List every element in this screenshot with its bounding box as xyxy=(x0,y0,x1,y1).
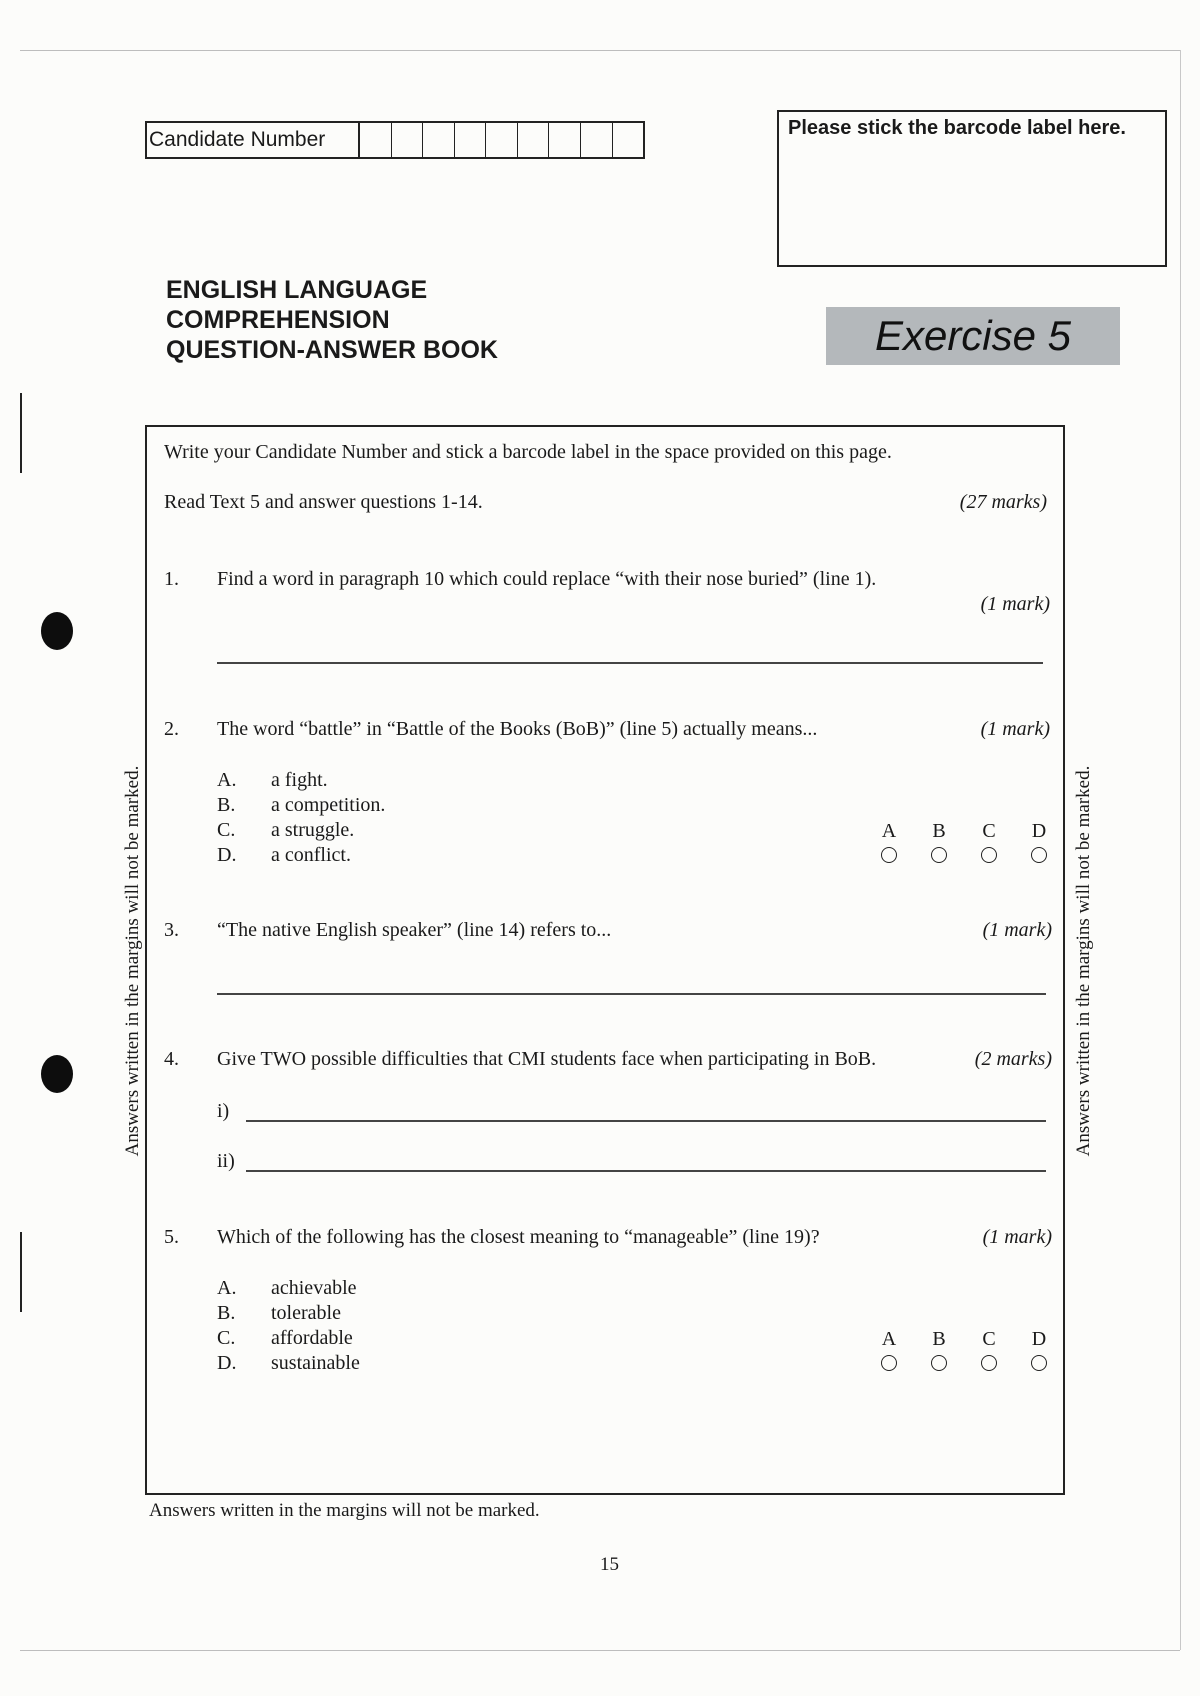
margin-note-text: Answers written in the margins will not be marked. xyxy=(122,765,143,1157)
option-item xyxy=(217,1276,360,1301)
option-letter: A. xyxy=(217,1277,237,1299)
option-text: achievable xyxy=(271,1277,357,1299)
bubble-letter: A xyxy=(881,1328,897,1350)
answer-bubble[interactable] xyxy=(931,847,947,863)
question-number: 5. xyxy=(164,1226,179,1248)
option-item xyxy=(217,768,385,793)
answer-bubble[interactable] xyxy=(881,1355,897,1371)
question-marks: (2 marks) xyxy=(974,1048,1052,1070)
option-letter: D. xyxy=(217,1352,237,1374)
page-number: 15 xyxy=(600,1554,619,1575)
question-text: Find a word in paragraph 10 which could replace “with their nose buried” (line 1). xyxy=(217,568,877,590)
margin-note-right xyxy=(1073,731,1095,1191)
margin-note-text: Answers written in the margins will not be marked. xyxy=(1073,765,1094,1157)
option-item xyxy=(217,793,385,818)
bubble-option-b[interactable] xyxy=(914,820,964,863)
footer-note: Answers written in the margins will not be marked. xyxy=(149,1500,540,1521)
option-text: a struggle. xyxy=(271,819,355,841)
instruction-line-1: Write your Candidate Number and stick a barcode label in the space provided on this page. xyxy=(164,441,892,463)
punch-hole-lower xyxy=(41,1055,73,1093)
answer-line[interactable] xyxy=(246,1120,1046,1122)
bubble-letter: D xyxy=(1031,1328,1047,1350)
option-text: tolerable xyxy=(271,1302,341,1324)
bubble-letter: C xyxy=(982,1328,996,1350)
bubble-option-a[interactable] xyxy=(864,820,914,863)
bubble-option-b[interactable] xyxy=(914,1328,964,1371)
bubble-letter: D xyxy=(1031,820,1047,842)
bubble-letter: B xyxy=(932,1328,946,1350)
answer-line[interactable] xyxy=(217,662,1043,664)
option-list xyxy=(217,768,385,868)
bubble-option-a[interactable] xyxy=(864,1328,914,1371)
title-line-1: ENGLISH LANGUAGE xyxy=(166,276,428,304)
answer-bubble[interactable] xyxy=(931,1355,947,1371)
option-letter: D. xyxy=(217,844,237,866)
sub-answer-label: ii) xyxy=(217,1150,235,1172)
page-edge-right xyxy=(1180,50,1181,1650)
page-edge-bottom xyxy=(20,1650,1180,1651)
option-letter: B. xyxy=(217,1302,236,1324)
candidate-number-box xyxy=(145,121,645,159)
bubble-option-d[interactable] xyxy=(1014,820,1064,863)
candidate-digit-cell[interactable] xyxy=(613,123,644,157)
answer-bubble[interactable] xyxy=(981,1355,997,1371)
option-text: a competition. xyxy=(271,794,386,816)
question-marks: (1 mark) xyxy=(980,593,1050,615)
option-text: affordable xyxy=(271,1327,353,1349)
bubble-letter: B xyxy=(932,820,946,842)
option-text: a fight. xyxy=(271,769,328,791)
candidate-digit-cell[interactable] xyxy=(518,123,550,157)
candidate-digit-cell[interactable] xyxy=(581,123,613,157)
question-number: 3. xyxy=(164,919,179,941)
title-line-2: COMPREHENSION xyxy=(166,306,390,334)
barcode-label-box[interactable] xyxy=(777,110,1167,267)
exercise-label: Exercise 5 xyxy=(826,307,1120,365)
option-letter: C. xyxy=(217,1327,236,1349)
answer-line[interactable] xyxy=(246,1170,1046,1172)
page-edge-top xyxy=(20,50,1180,51)
answer-bubbles xyxy=(864,1328,1064,1371)
question-marks: (1 mark) xyxy=(982,919,1052,941)
answer-line[interactable] xyxy=(217,993,1046,995)
bubble-option-c[interactable] xyxy=(964,1328,1014,1371)
punch-hole-upper xyxy=(41,612,73,650)
answer-bubbles xyxy=(864,820,1064,863)
question-text: Give TWO possible difficulties that CMI students face when participating in BoB. xyxy=(217,1048,877,1070)
answer-bubble[interactable] xyxy=(1031,1355,1047,1371)
option-letter: A. xyxy=(217,769,237,791)
option-item xyxy=(217,1351,360,1376)
answer-bubble[interactable] xyxy=(981,847,997,863)
bubble-option-d[interactable] xyxy=(1014,1328,1064,1371)
option-text: sustainable xyxy=(271,1352,360,1374)
candidate-number-label: Candidate Number xyxy=(147,123,360,157)
question-number: 1. xyxy=(164,568,179,590)
candidate-digit-cell[interactable] xyxy=(549,123,581,157)
candidate-digit-cell[interactable] xyxy=(486,123,518,157)
binder-mark-top xyxy=(20,393,22,473)
answer-bubble[interactable] xyxy=(1031,847,1047,863)
candidate-digit-cell[interactable] xyxy=(360,123,392,157)
question-number: 4. xyxy=(164,1048,179,1070)
question-marks: (1 mark) xyxy=(980,718,1050,740)
question-text: The word “battle” in “Battle of the Books (BoB)” (line 5) actually means... xyxy=(217,718,818,740)
barcode-instruction: Please stick the barcode label here. xyxy=(788,117,1126,139)
question-text: “The native English speaker” (line 14) refers to... xyxy=(217,919,612,941)
option-item xyxy=(217,843,385,868)
question-marks: (1 mark) xyxy=(982,1226,1052,1248)
total-marks: (27 marks) xyxy=(959,491,1047,513)
bubble-letter: C xyxy=(982,820,996,842)
candidate-digit-cell[interactable] xyxy=(455,123,487,157)
option-text: a conflict. xyxy=(271,844,351,866)
question-text: Which of the following has the closest meaning to “manageable” (line 19)? xyxy=(217,1226,820,1248)
option-letter: B. xyxy=(217,794,236,816)
bubble-option-c[interactable] xyxy=(964,820,1014,863)
title-line-3: QUESTION-ANSWER BOOK xyxy=(166,336,498,364)
option-item xyxy=(217,1301,360,1326)
option-item xyxy=(217,818,385,843)
bubble-letter: A xyxy=(881,820,897,842)
candidate-digit-cell[interactable] xyxy=(392,123,424,157)
instruction-line-2: Read Text 5 and answer questions 1-14. xyxy=(164,491,483,513)
book-title xyxy=(166,275,498,365)
candidate-digit-cell[interactable] xyxy=(423,123,455,157)
question-number: 2. xyxy=(164,718,179,740)
option-item xyxy=(217,1326,360,1351)
binder-mark-bottom xyxy=(20,1232,22,1312)
answer-bubble[interactable] xyxy=(881,847,897,863)
sub-answer-label: i) xyxy=(217,1100,230,1122)
option-list xyxy=(217,1276,360,1376)
option-letter: C. xyxy=(217,819,236,841)
margin-note-left xyxy=(122,731,144,1191)
